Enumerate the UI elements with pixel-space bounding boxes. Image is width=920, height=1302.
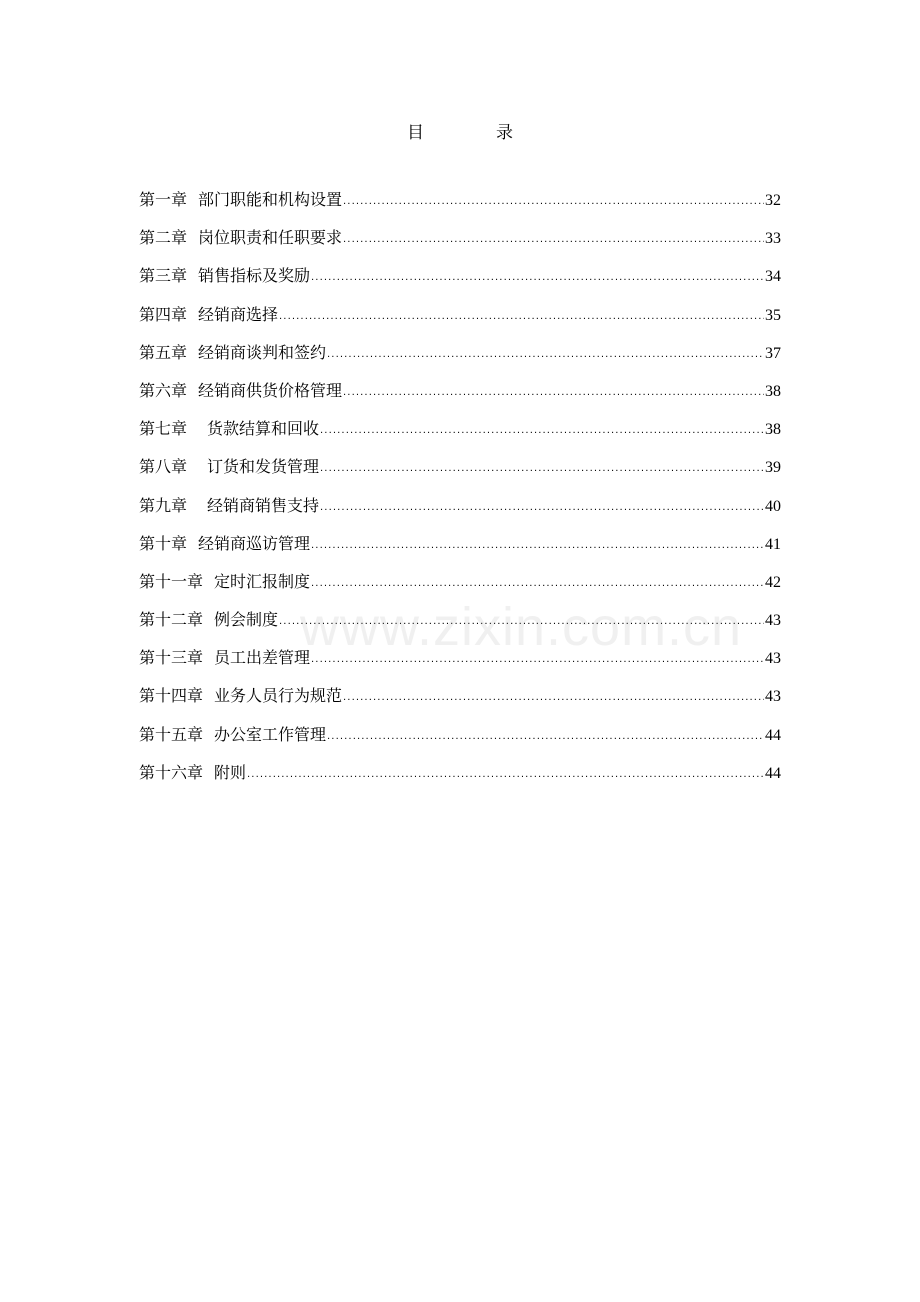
toc-entry-title: 岗位职责和任职要求: [198, 228, 343, 248]
toc-entry-chapter: 第十二章: [139, 610, 204, 630]
toc-entry[interactable]: [139, 415, 781, 453]
toc-entry-chapter: 第六章: [139, 380, 188, 400]
toc-entry-leader-dots: [343, 226, 764, 254]
toc-entry-page-number: 44: [765, 764, 781, 782]
toc-entry-page-number: 42: [765, 573, 781, 591]
toc-entry-leader-dots: [343, 684, 764, 712]
toc-entry-title: 部门职能和机构设置: [198, 190, 343, 209]
toc-title-char-1: 目: [407, 123, 424, 143]
toc-entry-leader-dots: [327, 723, 764, 751]
toc-entry-page-number: 38: [765, 382, 781, 400]
toc-entry[interactable]: [139, 492, 781, 530]
toc-entry-page-number: 43: [765, 688, 781, 706]
toc-entry-title: 经销商选择: [198, 304, 279, 324]
toc-entry-title: 定时汇报制度: [214, 571, 311, 591]
toc-entry-chapter: 第五章: [139, 342, 188, 362]
toc-entry-title: 附则: [214, 762, 247, 782]
toc-entry[interactable]: [139, 759, 781, 797]
toc-entry-title: 例会制度: [214, 610, 279, 630]
toc-entry-page-number: 39: [765, 459, 781, 477]
toc-entry[interactable]: [139, 530, 781, 568]
toc-entry-page-number: 43: [765, 612, 781, 630]
toc-entry-chapter: 第四章: [139, 304, 188, 324]
toc-entry[interactable]: [139, 301, 781, 339]
toc-entry-chapter: 第十六章: [139, 762, 204, 782]
toc-entry[interactable]: [139, 186, 781, 224]
toc-entry[interactable]: [139, 262, 781, 300]
toc-entry-leader-dots: [247, 761, 764, 789]
toc-entry-title: 业务人员行为规范: [214, 686, 343, 706]
watermark: www.zixin.com.cn: [300, 597, 743, 657]
toc-entry[interactable]: [139, 568, 781, 606]
toc-entry[interactable]: [139, 377, 781, 415]
toc-entry[interactable]: [139, 339, 781, 377]
toc-entry-chapter: 第十四章: [139, 686, 204, 706]
toc-entry[interactable]: [139, 644, 781, 682]
toc-entry-chapter: 第一章: [139, 190, 188, 209]
toc-entry-chapter: 第七章: [139, 419, 188, 439]
toc-entry-leader-dots: [311, 532, 764, 560]
toc-list: [139, 186, 781, 797]
toc-entry-leader-dots: [327, 341, 764, 369]
toc-entry-leader-dots: [311, 570, 764, 598]
toc-entry-leader-dots: [343, 379, 764, 407]
toc-entry-leader-dots: [320, 417, 764, 445]
toc-entry-chapter: 第二章: [139, 228, 188, 248]
toc-entry-leader-dots: [311, 646, 764, 674]
toc-entry-page-number: 34: [765, 268, 781, 286]
toc-entry-page-number: 32: [765, 192, 781, 209]
toc-entry[interactable]: [139, 453, 781, 491]
toc-entry-title: 经销商谈判和签约: [198, 342, 327, 362]
toc-entry[interactable]: [139, 721, 781, 759]
toc-entry[interactable]: [139, 606, 781, 644]
toc-entry-chapter: 第三章: [139, 266, 188, 286]
toc-entry-leader-dots: [320, 455, 764, 483]
toc-entry-page-number: 38: [765, 421, 781, 439]
toc-entry-title: 员工出差管理: [214, 648, 311, 668]
toc-entry-title: 货款结算和回收: [207, 419, 320, 439]
toc-entry-leader-dots: [320, 494, 764, 522]
toc-entry-chapter: 第八章: [139, 457, 188, 477]
toc-entry-title: 办公室工作管理: [214, 724, 327, 744]
toc-entry-page-number: 35: [765, 306, 781, 324]
toc-title: [0, 118, 920, 143]
toc-entry-page-number: 37: [765, 344, 781, 362]
toc-entry[interactable]: [139, 224, 781, 262]
toc-title-char-2: 录: [496, 123, 513, 143]
toc-entry-title: 订货和发货管理: [207, 457, 320, 477]
toc-entry-page-number: 33: [765, 230, 781, 248]
toc-entry-page-number: 41: [765, 535, 781, 553]
toc-entry-page-number: 43: [765, 650, 781, 668]
toc-entry-title: 销售指标及奖励: [198, 266, 311, 286]
toc-entry-leader-dots: [279, 608, 764, 636]
toc-entry-leader-dots: [279, 303, 764, 331]
toc-entry-page-number: 40: [765, 497, 781, 515]
toc-entry-title: 经销商销售支持: [207, 495, 320, 515]
toc-entry-leader-dots: [311, 264, 764, 292]
toc-entry[interactable]: [139, 682, 781, 720]
toc-entry-title: 经销商巡访管理: [198, 533, 311, 553]
toc-entry-chapter: 第九章: [139, 495, 188, 515]
toc-entry-leader-dots: [343, 188, 764, 216]
toc-entry-chapter: 第十章: [139, 533, 188, 553]
toc-entry-chapter: 第十三章: [139, 648, 204, 668]
toc-entry-chapter: 第十一章: [139, 571, 204, 591]
toc-entry-title: 经销商供货价格管理: [198, 380, 343, 400]
toc-entry-chapter: 第十五章: [139, 724, 204, 744]
toc-entry-page-number: 44: [765, 726, 781, 744]
